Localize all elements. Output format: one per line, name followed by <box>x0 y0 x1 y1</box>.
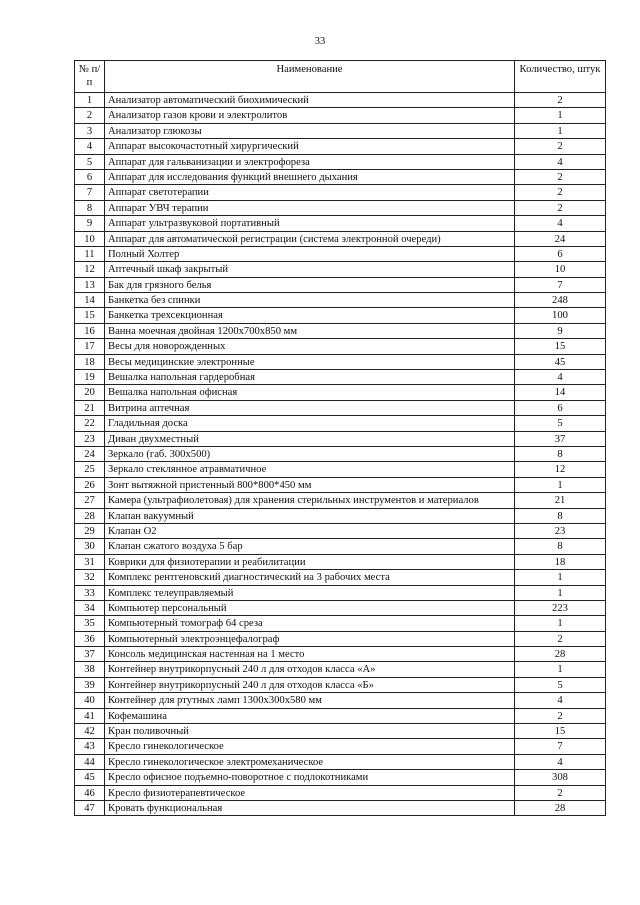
item-name-cell: Контейнер для ртутных ламп 1300х300х580 мм <box>105 693 515 708</box>
item-name-cell: Вешалка напольная гардеробная <box>105 370 515 385</box>
row-number-cell: 39 <box>75 677 105 692</box>
table-row <box>75 431 606 446</box>
quantity-cell: 1 <box>515 585 606 600</box>
quantity-cell: 4 <box>515 754 606 769</box>
item-name-cell: Аптечный шкаф закрытый <box>105 262 515 277</box>
table-row <box>75 154 606 169</box>
quantity-cell: 1 <box>515 477 606 492</box>
quantity-cell: 15 <box>515 339 606 354</box>
item-name-cell: Компьютер персональный <box>105 600 515 615</box>
row-number-cell: 18 <box>75 354 105 369</box>
item-name-cell: Аппарат ультразвуковой портативный <box>105 216 515 231</box>
row-number-cell: 10 <box>75 231 105 246</box>
quantity-cell: 24 <box>515 231 606 246</box>
item-name-cell: Кофемашина <box>105 708 515 723</box>
quantity-cell: 28 <box>515 647 606 662</box>
quantity-cell: 8 <box>515 539 606 554</box>
table-row <box>75 693 606 708</box>
table-row <box>75 308 606 323</box>
quantity-cell: 2 <box>515 708 606 723</box>
quantity-cell: 248 <box>515 293 606 308</box>
row-number-cell: 32 <box>75 570 105 585</box>
table-row <box>75 339 606 354</box>
item-name-cell: Ванна моечная двойная 1200х700х850 мм <box>105 323 515 338</box>
row-number-cell: 37 <box>75 647 105 662</box>
row-number-cell: 43 <box>75 739 105 754</box>
quantity-cell: 4 <box>515 154 606 169</box>
table-row <box>75 277 606 292</box>
item-name-cell: Кресло офисное подъемно-поворотное с подлокотниками <box>105 770 515 785</box>
quantity-cell: 5 <box>515 677 606 692</box>
table-row <box>75 785 606 800</box>
table-row <box>75 446 606 461</box>
quantity-cell: 2 <box>515 139 606 154</box>
item-name-cell: Консоль медицинская настенная на 1 место <box>105 647 515 662</box>
row-number-cell: 45 <box>75 770 105 785</box>
item-name-cell: Аппарат для гальванизации и электрофореза <box>105 154 515 169</box>
row-number-cell: 33 <box>75 585 105 600</box>
row-number-cell: 46 <box>75 785 105 800</box>
equipment-table <box>74 60 606 816</box>
item-name-cell: Клапан О2 <box>105 523 515 538</box>
row-number-cell: 24 <box>75 446 105 461</box>
item-name-cell: Клапан сжатого воздуха 5 бар <box>105 539 515 554</box>
quantity-cell: 12 <box>515 462 606 477</box>
item-name-cell: Полный Холтер <box>105 246 515 261</box>
table-row <box>75 370 606 385</box>
item-name-cell: Клапан вакуумный <box>105 508 515 523</box>
header-num: № п/п <box>75 61 105 93</box>
quantity-cell: 28 <box>515 800 606 815</box>
item-name-cell: Весы медицинские электронные <box>105 354 515 369</box>
table-row <box>75 616 606 631</box>
table-row <box>75 293 606 308</box>
table-row <box>75 262 606 277</box>
row-number-cell: 31 <box>75 554 105 569</box>
table-row <box>75 216 606 231</box>
row-number-cell: 20 <box>75 385 105 400</box>
item-name-cell: Камера (ультрафиолетовая) для хранения стерильных инструментов и материалов <box>105 493 515 508</box>
quantity-cell: 9 <box>515 323 606 338</box>
quantity-cell: 21 <box>515 493 606 508</box>
quantity-cell: 2 <box>515 93 606 108</box>
item-name-cell: Компьютерный томограф 64 среза <box>105 616 515 631</box>
quantity-cell: 2 <box>515 631 606 646</box>
item-name-cell: Кровать функциональная <box>105 800 515 815</box>
quantity-cell: 223 <box>515 600 606 615</box>
table-row <box>75 354 606 369</box>
item-name-cell: Диван двухместный <box>105 431 515 446</box>
row-number-cell: 29 <box>75 523 105 538</box>
row-number-cell: 13 <box>75 277 105 292</box>
item-name-cell: Зеркало стеклянное атравматичное <box>105 462 515 477</box>
row-number-cell: 38 <box>75 662 105 677</box>
table-row <box>75 770 606 785</box>
table-row <box>75 800 606 815</box>
table-row <box>75 739 606 754</box>
table-row <box>75 677 606 692</box>
quantity-cell: 1 <box>515 616 606 631</box>
row-number-cell: 14 <box>75 293 105 308</box>
table-row <box>75 108 606 123</box>
row-number-cell: 44 <box>75 754 105 769</box>
table-row <box>75 508 606 523</box>
item-name-cell: Комплекс рентгеновский диагностический на 3 рабочих места <box>105 570 515 585</box>
table-row <box>75 585 606 600</box>
table-row <box>75 93 606 108</box>
row-number-cell: 12 <box>75 262 105 277</box>
header-name: Наименование <box>105 61 515 93</box>
row-number-cell: 16 <box>75 323 105 338</box>
header-qty: Количество, штук <box>515 61 606 93</box>
row-number-cell: 6 <box>75 169 105 184</box>
quantity-cell: 10 <box>515 262 606 277</box>
row-number-cell: 11 <box>75 246 105 261</box>
row-number-cell: 5 <box>75 154 105 169</box>
quantity-cell: 100 <box>515 308 606 323</box>
row-number-cell: 7 <box>75 185 105 200</box>
row-number-cell: 22 <box>75 416 105 431</box>
item-name-cell: Бак для грязного белья <box>105 277 515 292</box>
table-row <box>75 123 606 138</box>
quantity-cell: 4 <box>515 693 606 708</box>
item-name-cell: Коврики для физиотерапии и реабилитации <box>105 554 515 569</box>
quantity-cell: 4 <box>515 216 606 231</box>
row-number-cell: 41 <box>75 708 105 723</box>
row-number-cell: 47 <box>75 800 105 815</box>
table-row <box>75 169 606 184</box>
table-row <box>75 231 606 246</box>
quantity-cell: 6 <box>515 400 606 415</box>
table-row <box>75 662 606 677</box>
table-row <box>75 523 606 538</box>
item-name-cell: Анализатор глюкозы <box>105 123 515 138</box>
table-row <box>75 493 606 508</box>
item-name-cell: Контейнер внутрикорпусный 240 л для отходов класса «А» <box>105 662 515 677</box>
table-row <box>75 754 606 769</box>
quantity-cell: 8 <box>515 446 606 461</box>
item-name-cell: Аппарат для автоматической регистрации (система электронной очереди) <box>105 231 515 246</box>
item-name-cell: Анализатор автоматический биохимический <box>105 93 515 108</box>
item-name-cell: Аппарат УВЧ терапии <box>105 200 515 215</box>
item-name-cell: Комплекс телеуправляемый <box>105 585 515 600</box>
row-number-cell: 8 <box>75 200 105 215</box>
quantity-cell: 7 <box>515 277 606 292</box>
row-number-cell: 27 <box>75 493 105 508</box>
row-number-cell: 4 <box>75 139 105 154</box>
row-number-cell: 19 <box>75 370 105 385</box>
item-name-cell: Гладильная доска <box>105 416 515 431</box>
row-number-cell: 25 <box>75 462 105 477</box>
table-row <box>75 200 606 215</box>
quantity-cell: 18 <box>515 554 606 569</box>
quantity-cell: 1 <box>515 123 606 138</box>
table-row <box>75 631 606 646</box>
table-row <box>75 385 606 400</box>
quantity-cell: 2 <box>515 169 606 184</box>
item-name-cell: Вешалка напольная офисная <box>105 385 515 400</box>
table-body <box>75 93 606 816</box>
item-name-cell: Витрина аптечная <box>105 400 515 415</box>
page-number: 33 <box>314 36 326 47</box>
item-name-cell: Кресло гинекологическое <box>105 739 515 754</box>
quantity-cell: 2 <box>515 785 606 800</box>
item-name-cell: Зонт вытяжной пристенный 800*800*450 мм <box>105 477 515 492</box>
row-number-cell: 35 <box>75 616 105 631</box>
quantity-cell: 308 <box>515 770 606 785</box>
table-row <box>75 462 606 477</box>
item-name-cell: Банкетка трехсекционная <box>105 308 515 323</box>
quantity-cell: 6 <box>515 246 606 261</box>
quantity-cell: 5 <box>515 416 606 431</box>
table-row <box>75 708 606 723</box>
table-row <box>75 554 606 569</box>
table-row <box>75 416 606 431</box>
quantity-cell: 1 <box>515 108 606 123</box>
row-number-cell: 15 <box>75 308 105 323</box>
row-number-cell: 1 <box>75 93 105 108</box>
table-row <box>75 647 606 662</box>
table-row <box>75 477 606 492</box>
item-name-cell: Компьютерный электроэнцефалограф <box>105 631 515 646</box>
row-number-cell: 2 <box>75 108 105 123</box>
table-row <box>75 600 606 615</box>
item-name-cell: Аппарат светотерапии <box>105 185 515 200</box>
table-row <box>75 139 606 154</box>
row-number-cell: 26 <box>75 477 105 492</box>
table-row <box>75 246 606 261</box>
row-number-cell: 21 <box>75 400 105 415</box>
item-name-cell: Весы для новорожденных <box>105 339 515 354</box>
quantity-cell: 15 <box>515 724 606 739</box>
row-number-cell: 28 <box>75 508 105 523</box>
item-name-cell: Анализатор газов крови и электролитов <box>105 108 515 123</box>
item-name-cell: Кресло гинекологическое электромеханическое <box>105 754 515 769</box>
item-name-cell: Кресло физиотерапевтическое <box>105 785 515 800</box>
item-name-cell: Кран поливочный <box>105 724 515 739</box>
quantity-cell: 2 <box>515 185 606 200</box>
table-row <box>75 570 606 585</box>
row-number-cell: 30 <box>75 539 105 554</box>
table-row <box>75 400 606 415</box>
item-name-cell: Контейнер внутрикорпусный 240 л для отходов класса «Б» <box>105 677 515 692</box>
quantity-cell: 8 <box>515 508 606 523</box>
table-row <box>75 185 606 200</box>
table-row <box>75 323 606 338</box>
row-number-cell: 40 <box>75 693 105 708</box>
table-row <box>75 539 606 554</box>
quantity-cell: 4 <box>515 370 606 385</box>
quantity-cell: 14 <box>515 385 606 400</box>
row-number-cell: 42 <box>75 724 105 739</box>
quantity-cell: 45 <box>515 354 606 369</box>
quantity-cell: 1 <box>515 570 606 585</box>
quantity-cell: 1 <box>515 662 606 677</box>
row-number-cell: 3 <box>75 123 105 138</box>
quantity-cell: 7 <box>515 739 606 754</box>
row-number-cell: 9 <box>75 216 105 231</box>
item-name-cell: Аппарат высокочастотный хирургический <box>105 139 515 154</box>
table-row <box>75 724 606 739</box>
quantity-cell: 2 <box>515 200 606 215</box>
item-name-cell: Банкетка без спинки <box>105 293 515 308</box>
quantity-cell: 23 <box>515 523 606 538</box>
row-number-cell: 17 <box>75 339 105 354</box>
row-number-cell: 36 <box>75 631 105 646</box>
quantity-cell: 37 <box>515 431 606 446</box>
item-name-cell: Аппарат для исследования функций внешнего дыхания <box>105 169 515 184</box>
row-number-cell: 23 <box>75 431 105 446</box>
row-number-cell: 34 <box>75 600 105 615</box>
item-name-cell: Зеркало (габ. 300х500) <box>105 446 515 461</box>
table-header-row <box>75 61 606 93</box>
